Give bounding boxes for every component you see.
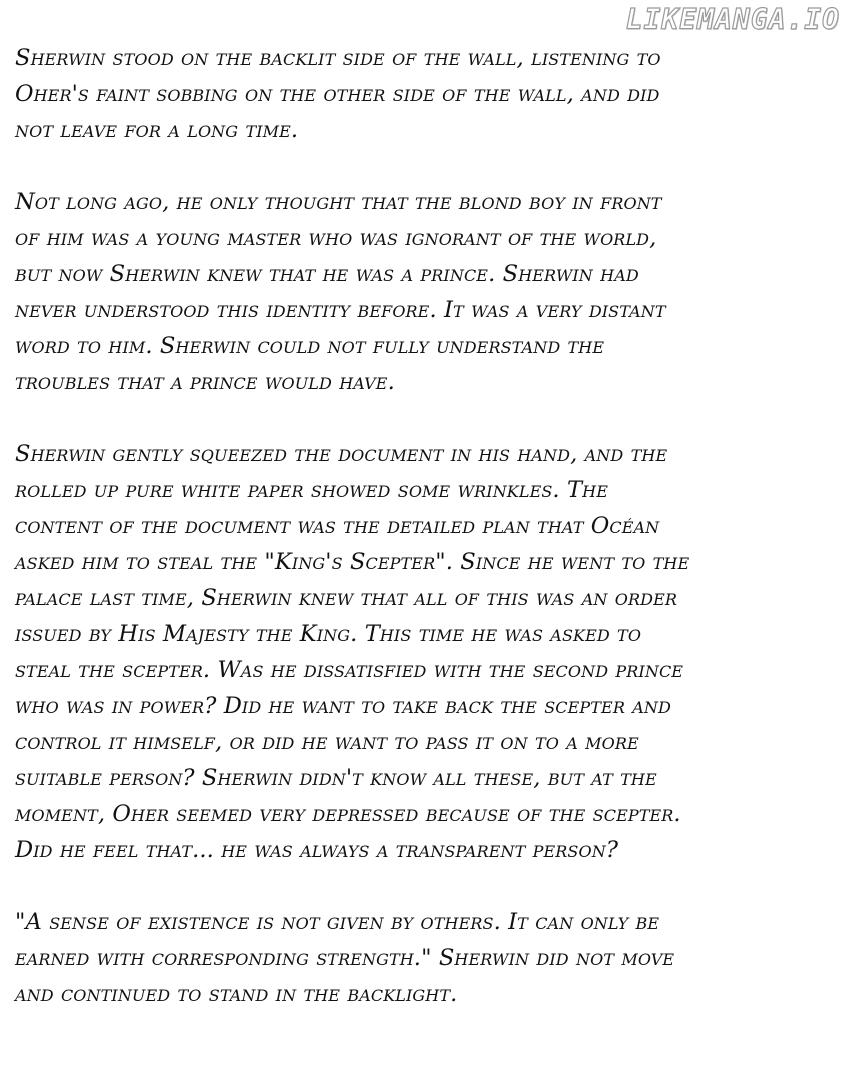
text-line: Sherwin gently squeezed the document in his hand, and the — [15, 441, 668, 467]
text-line: suitable person? Sherwin didn't know all these, but at the — [15, 765, 657, 791]
text-line: word to him. Sherwin could not fully understand the — [15, 333, 605, 359]
text-line: content of the document was the detailed plan that Océan — [15, 513, 660, 539]
text-line: issued by His Majesty the King. This time he was asked to — [15, 621, 642, 647]
paragraph-1 — [15, 40, 837, 148]
paragraph-3 — [15, 436, 837, 868]
paragraph-2 — [15, 184, 837, 400]
text-line: not leave for a long time. — [15, 117, 299, 143]
text-line: rolled up pure white paper showed some wrinkles. The — [15, 477, 608, 503]
text-line: "A sense of existence is not given by others. It can only be — [15, 909, 660, 935]
text-line: steal the scepter. Was he dissatisfied with the second prince — [15, 657, 684, 683]
text-line: troubles that a prince would have. — [15, 369, 395, 395]
text-line: palace last time, Sherwin knew that all of this was an order — [15, 585, 677, 611]
text-line: moment, Oher seemed very depressed because of the scepter. — [15, 801, 681, 827]
text-line: but now Sherwin knew that he was a prince. Sherwin had — [15, 261, 639, 287]
paragraph-4 — [15, 904, 837, 1012]
text-line: earned with corresponding strength." Sherwin did not move — [15, 945, 675, 971]
text-line: Oher's faint sobbing on the other side of the wall, and did — [15, 81, 660, 107]
text-line: Not long ago, he only thought that the blond boy in front — [15, 189, 662, 215]
text-line: never understood this identity before. It was a very distant — [15, 297, 666, 323]
text-line: control it himself, or did he want to pass it on to a more — [15, 729, 639, 755]
text-line: Did he feel that... he was always a transparent person? — [15, 837, 619, 863]
text-line: and continued to stand in the backlight. — [15, 981, 458, 1007]
text-line: who was in power? Did he want to take back the scepter and — [15, 693, 671, 719]
watermark-logo: LIKEMANGA.IO — [625, 3, 840, 36]
text-line: of him was a young master who was ignorant of the world, — [15, 225, 657, 251]
story-text — [15, 40, 837, 1048]
text-line: Sherwin stood on the backlit side of the wall, listening to — [15, 45, 661, 71]
text-line: asked him to steal the "King's Scepter". Since he went to the — [15, 549, 690, 575]
